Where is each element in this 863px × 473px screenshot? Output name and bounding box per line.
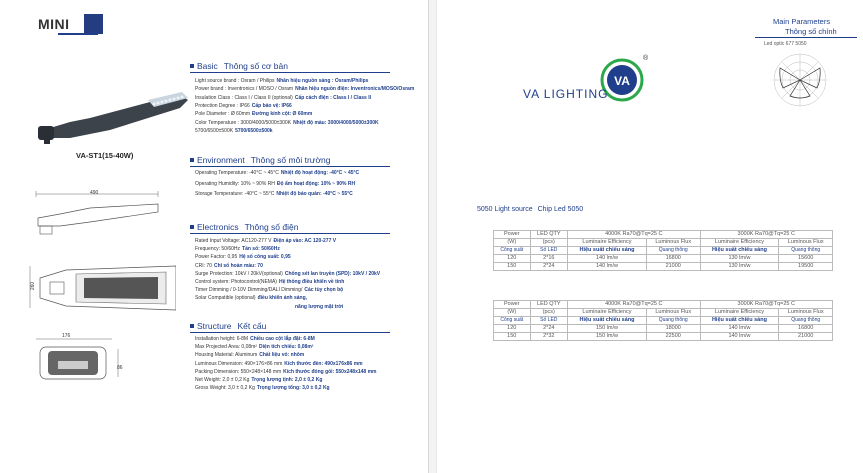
spec-label-vn: Chống sét lan truyền (SPD): 10kV / 20kV: [284, 270, 381, 277]
spec-label: Power brand : Inventronics / MOSO / Osram: [195, 86, 294, 93]
table-cell: Luminous Flux: [779, 309, 833, 317]
basic-row: [195, 78, 368, 84]
structure-row: [195, 369, 377, 375]
spec-label: Insulation Class : Class I / Class II (optional): [195, 94, 293, 101]
basic-row: [195, 120, 379, 126]
environment-row: [195, 191, 353, 197]
table-cell: 150 lm/w: [568, 333, 647, 341]
spec-label: Control system: Photocontrol(NEMA): [195, 279, 277, 285]
table-cell: Hiệu suất chiếu sáng: [568, 247, 647, 255]
basic-row: [195, 128, 273, 134]
table-cell: 21000: [779, 333, 833, 341]
spec-label-vn: Trọng lượng tịnh: 2,0 ± 0,2 Kg: [251, 377, 323, 383]
environment-title: Environment: [197, 155, 245, 165]
basic-row: [195, 95, 371, 101]
environment-title-vn: Thông số môi trường: [250, 155, 331, 165]
spec-label: Luminous Dimension: 490×176×86 mm: [195, 360, 283, 367]
main-params-rule: [755, 37, 857, 38]
structure-title: Structure: [197, 321, 232, 331]
structure-row: [195, 352, 304, 358]
optic-label: Led optic 677 5050: [764, 41, 807, 47]
spec-label: Net Weight: 2,0 ± 0,2 Kg: [195, 377, 250, 383]
spec-label: Power Factor: 0,95: [195, 254, 238, 261]
electronics-row: [195, 287, 343, 293]
polar-diagram: [755, 50, 845, 110]
spec-label: Packing Dimension: 550×248×148 mm: [195, 368, 282, 375]
electronics-title: Electronics: [197, 222, 239, 232]
table-cell: 140 lm/w: [700, 333, 779, 341]
electronics-row: [195, 238, 336, 244]
spec-label-vn: điều khiển ánh sáng,: [257, 295, 308, 302]
spec-label: Color Temperature : 3000/4000/5000±300K: [195, 119, 292, 126]
spec-label: Rated Input Voltage: AC120-277 V: [195, 238, 272, 244]
table-header-row: [494, 317, 833, 325]
basic-row: [195, 111, 312, 117]
table-cell: Luminous Flux: [646, 239, 700, 247]
table-cell: Power: [494, 231, 531, 239]
electronics-rule: [190, 233, 390, 234]
table-cell: Luminaire Efficiency: [700, 309, 779, 317]
table-cell: Quang thông: [779, 247, 833, 255]
table-row: [494, 263, 833, 271]
electronics-row: [195, 279, 344, 285]
table-header-row: [494, 309, 833, 317]
structure-row: [195, 336, 315, 342]
spec-label-vn: năng lượng mặt trời: [295, 303, 344, 310]
table-cell: Luminous Flux: [646, 309, 700, 317]
table-cell: 140 lm/w: [700, 325, 779, 333]
spec-label: Housing Material: Aluminum: [195, 352, 258, 359]
bullet-square-icon: [190, 324, 194, 328]
table-cell: 120: [494, 325, 531, 333]
bullet-square-icon: [190, 158, 194, 162]
table-cell: 15600: [779, 255, 833, 263]
table-cell: 130 lm/w: [700, 263, 779, 271]
spec-label-vn: Hệ số công suất: 0,95: [239, 254, 291, 261]
structure-row: [195, 377, 322, 383]
table-cell: Hiệu suất chiếu sáng: [568, 317, 647, 325]
spec-label: Solar Compatible (optional): [195, 295, 256, 302]
title-accent-box: [84, 14, 103, 34]
spec-label-vn: 5700/6500±500k: [235, 127, 273, 134]
table-cell: Luminaire Efficiency: [568, 239, 647, 247]
spec-label-vn: Hệ thống điều khiển về tính: [278, 279, 345, 285]
spec-label-vn: Nhãn hiệu nguồn sáng : Osram/Philips: [276, 78, 369, 84]
table-cell: LED QTY: [530, 231, 568, 239]
bottom-view-drawing: [26, 258, 176, 318]
dim-width-label: 490: [90, 190, 99, 196]
environment-row: [195, 181, 355, 187]
spec-label-vn: Độ ẩm hoạt động: 10% ~ 90% RH: [276, 180, 356, 187]
table-cell: (W): [494, 309, 531, 317]
electronics-section-header: [190, 222, 298, 232]
spec-label-vn: Chỉ số hoàn màu: 70: [213, 262, 263, 269]
spec-label-vn: Đường kính cột: Ø 60mm: [252, 111, 313, 118]
spec-label-vn: Nhiệt độ màu: 3000/4000/5000±300K: [293, 119, 379, 126]
spec-label-vn: Điện áp vào: AC 120-277 V: [273, 238, 337, 244]
basic-title-vn: Thông số cơ bản: [223, 61, 288, 71]
brand-mark: VA: [614, 74, 630, 88]
spec-table-1: [493, 230, 833, 271]
environment-row: [195, 170, 359, 176]
model-name: VA-ST1(15-40W): [76, 151, 134, 160]
spec-label-vn: Tần số: 50/60Hz: [242, 246, 280, 253]
table-cell: 22500: [646, 333, 700, 341]
structure-title-vn: Kết cấu: [237, 321, 267, 331]
table-cell: Quang thông: [779, 317, 833, 325]
table-cell: (pcs): [530, 239, 568, 247]
spec-label-vn: Cấp cách điện : Class I / Class II: [294, 94, 371, 101]
led-source-label: [477, 206, 583, 213]
table-cell: 150: [494, 263, 531, 271]
spec-label: Protection Degree : IP66: [195, 102, 250, 109]
table-cell: 120: [494, 255, 531, 263]
dim-height-label: 260: [30, 281, 37, 291]
spec-label: Light source brand : Osram / Philips: [195, 78, 275, 84]
table-header-row: [494, 247, 833, 255]
electronics-row: [195, 254, 291, 260]
table-cell: Luminaire Efficiency: [700, 239, 779, 247]
basic-rule: [190, 72, 390, 73]
spec-label-vn: Kích thước đóng gói: 550x248x148 mm: [283, 368, 377, 375]
table-cell: 16800: [646, 255, 700, 263]
spec-label-vn: Nhiệt độ bảo quản: -40°C ~ 55°C: [276, 191, 353, 197]
environment-rule: [190, 166, 390, 167]
spec-label-vn: Nhiệt độ hoạt động: -40°C ~ 45°C: [280, 170, 360, 176]
dim-side-width-label: 176: [62, 333, 71, 339]
table-row: [494, 255, 833, 263]
table-cell: 4000K Ra70@Tq=25 C: [568, 301, 700, 309]
spec-label-vn: Cấp bảo vệ: IP66: [251, 102, 292, 109]
spec-label-vn: Kích thước đèn: 490x176x86 mm: [284, 360, 363, 367]
table-header-row: [494, 231, 833, 239]
table-cell: 2*16: [530, 255, 568, 263]
table-cell: 2*24: [530, 325, 568, 333]
spec-label: Max Projected Area: 0,08m²: [195, 344, 257, 351]
basic-section-header: [190, 61, 288, 71]
table-row: [494, 333, 833, 341]
basic-row: [195, 86, 414, 92]
spec-label: CRI: 70: [195, 262, 212, 269]
structure-rule: [190, 332, 390, 333]
table-cell: 150 lm/w: [568, 325, 647, 333]
table-cell: Công suất: [494, 247, 531, 255]
product-image: [30, 80, 190, 150]
basic-title: Basic: [197, 61, 218, 71]
spec-label: Gross Weight: 3,0 ± 0,2 Kg: [195, 385, 255, 392]
table-cell: 19500: [779, 263, 833, 271]
table-row: [494, 325, 833, 333]
table-cell: 150: [494, 333, 531, 341]
table-cell: 18000: [646, 325, 700, 333]
spec-label: Storage Temperature: -40°C ~ 55°C: [195, 191, 275, 197]
structure-row: [195, 385, 330, 391]
spec-label-vn: Các tùy chọn bộ: [304, 287, 344, 294]
table-cell: Số LED: [530, 247, 568, 255]
spec-label-vn: Nhãn hiệu nguồn điện: Inventronics/MOSO/Osram: [295, 86, 415, 93]
spec-label: Timer Dimming / 0-10V Dimming/DALI Dimming/: [195, 287, 303, 294]
structure-row: [195, 361, 363, 367]
dim-side-height-label: 86: [117, 365, 123, 371]
spec-table-2: [493, 300, 833, 341]
bullet-square-icon: [190, 64, 194, 68]
table-cell: 3000K Ra70@Tq=25 C: [700, 231, 832, 239]
table-cell: 130 lm/w: [700, 255, 779, 263]
table-cell: Hiệu suất chiếu sáng: [700, 317, 779, 325]
spec-label-vn: Chiều cao cột lắp đặt: 6-8M: [250, 336, 315, 342]
registered-mark: ®: [643, 55, 649, 62]
table-cell: Quang thông: [646, 317, 700, 325]
table-cell: 2*24: [530, 263, 568, 271]
table-cell: 16800: [779, 325, 833, 333]
spec-label: Installation height: 6-8M: [195, 336, 249, 342]
spec-label: Pole Diameter : Ø 60mm: [195, 111, 251, 118]
page-gutter: [428, 0, 437, 473]
electronics-row: [195, 263, 263, 269]
spec-label-vn: Diện tích chiếu: 0,08m²: [258, 344, 314, 351]
spec-label: Frequency: 50/60Hz: [195, 246, 241, 253]
table-header-row: [494, 301, 833, 309]
table-cell: 4000K Ra70@Tq=25 C: [568, 231, 700, 239]
brand-name: VA LIGHTING: [523, 87, 609, 101]
spec-label: Operating Humidity: 10% ~ 90% RH: [195, 180, 275, 187]
electronics-row: [195, 271, 380, 277]
basic-row: [195, 103, 292, 109]
structure-section-header: [190, 321, 266, 331]
end-view-drawing: [32, 333, 132, 388]
structure-row: [195, 344, 313, 350]
led-chip: Chip Led 5050: [537, 206, 584, 213]
table-cell: 140 lm/w: [568, 263, 647, 271]
table-header-row: [494, 239, 833, 247]
table-cell: 21000: [646, 263, 700, 271]
electronics-title-vn: Thông số điện: [244, 222, 299, 232]
table-cell: Số LED: [530, 317, 568, 325]
spec-label: Surge Protection: 10kV / 20kV(optional): [195, 270, 283, 277]
spec-label-vn: Trọng lượng tổng: 3,0 ± 0,2 Kg: [256, 385, 330, 392]
table-cell: 3000K Ra70@Tq=25 C: [700, 301, 832, 309]
table-cell: Quang thông: [646, 247, 700, 255]
table-cell: Công suất: [494, 317, 531, 325]
page-title: MINI: [38, 16, 70, 32]
spec-label: 5700/6500±500K: [195, 127, 234, 134]
electronics-row: [195, 295, 307, 301]
table-cell: (W): [494, 239, 531, 247]
table-cell: Hiệu suất chiếu sáng: [700, 247, 779, 255]
table-cell: LED QTY: [530, 301, 568, 309]
led-source: 5050 Light source: [477, 206, 533, 213]
main-params-title-vn: Thông số chính: [785, 27, 837, 36]
electronics-row: [195, 246, 280, 252]
table-cell: 2*32: [530, 333, 568, 341]
table-cell: Luminous Flux: [779, 239, 833, 247]
table-cell: (pcs): [530, 309, 568, 317]
table-cell: 140 lm/w: [568, 255, 647, 263]
main-params-title: Main Parameters: [773, 17, 831, 26]
spec-label-vn: Chất liệu vỏ: nhôm: [259, 352, 305, 359]
bullet-square-icon: [190, 225, 194, 229]
table-cell: Power: [494, 301, 531, 309]
table-cell: Luminaire Efficiency: [568, 309, 647, 317]
spec-label: Operating Temperature: -40°C ~ 45°C: [195, 170, 279, 176]
environment-section-header: [190, 155, 331, 165]
